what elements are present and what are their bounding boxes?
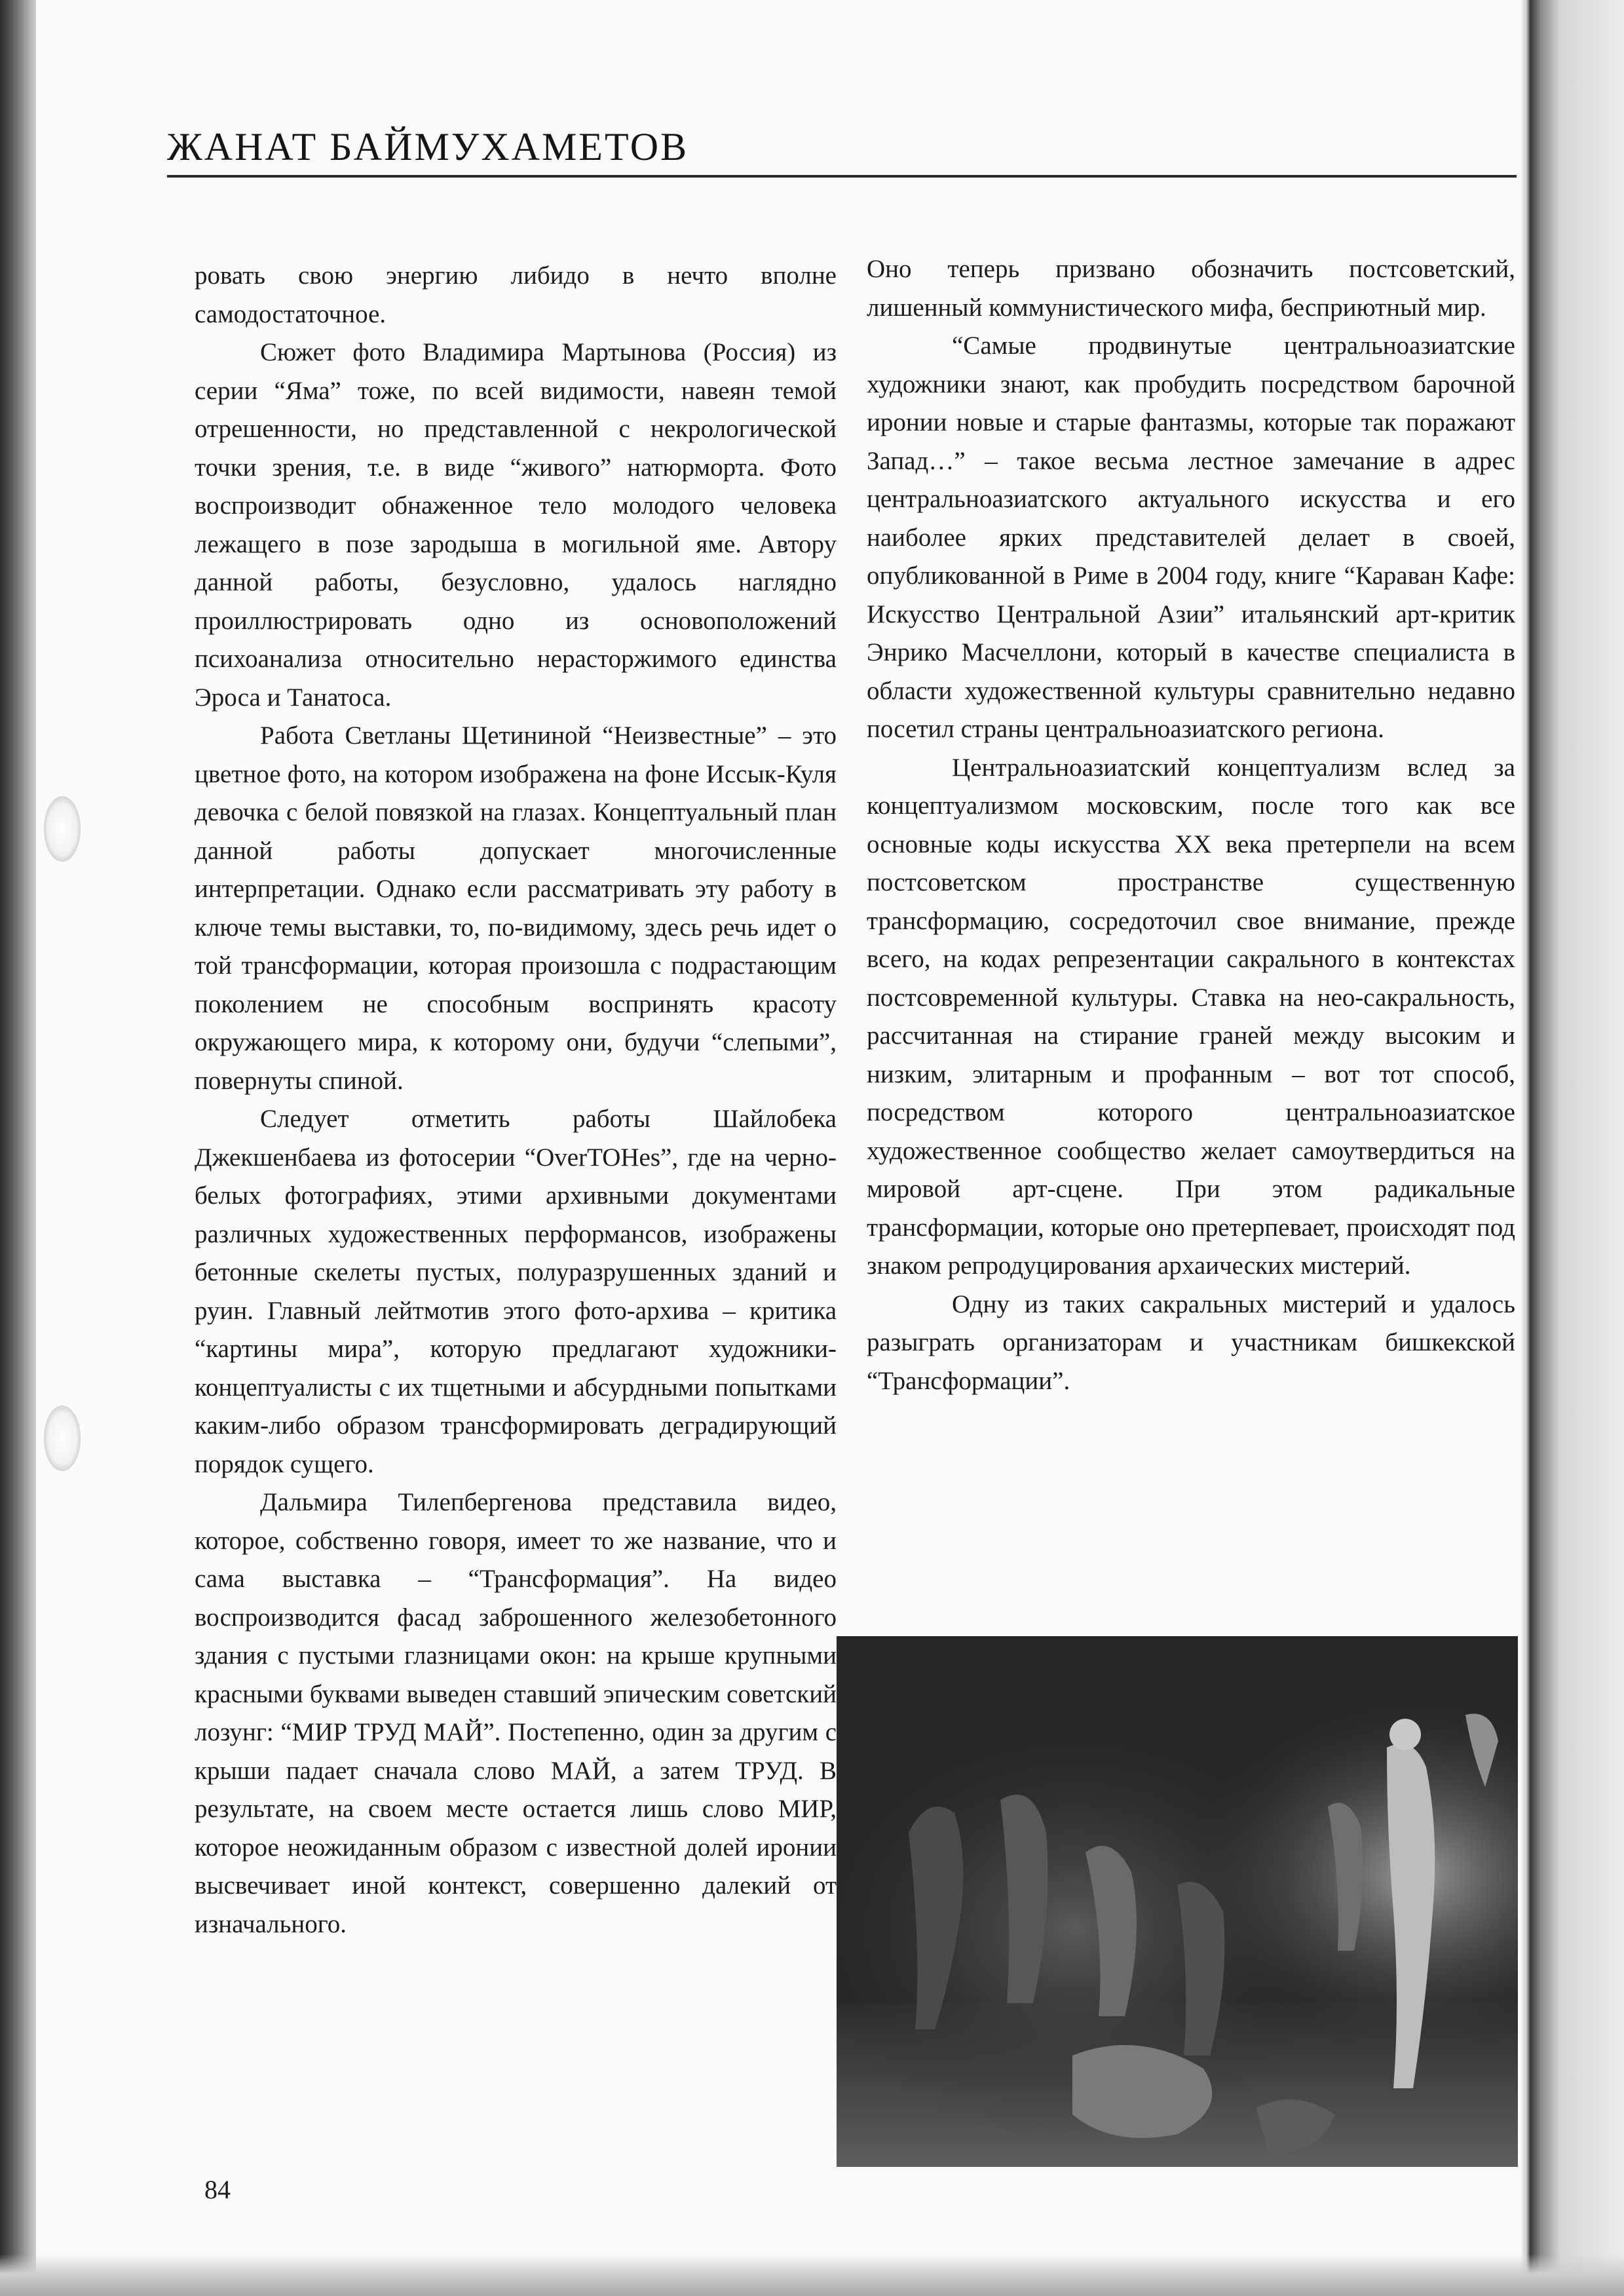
punch-hole	[44, 796, 81, 862]
scan-shadow-right	[1521, 0, 1624, 2296]
paragraph: Одну из таких сакральных мистерий и удалось разыграть организаторам и участникам бишкекской “Трансформации”.	[867, 1290, 1515, 1395]
paragraph: Центральноазиатский концептуализм вслед за концептуализмом московским, после того как все основные коды искусства XX века претерпели на всем постсоветском пространстве существенную трансформацию, сосредоточил свое внимание, прежде всего, на кодах репрезентации сакрального в контекстах постсовременной культуры. Ставка на нео-сакральность, рассчитанная на стирание граней между высоким и низким, элитарным и профанным – вот тот способ, посредством которого центральноазиатское художественное сообщество желает самоутвердиться на мировой арт-сцене. При этом радикальные трансформации, которые оно претерпевает, происходят под знаком репродуцирования архаических мистерий.	[867, 753, 1515, 1280]
punch-hole	[44, 1406, 81, 1471]
paragraph: Сюжет фото Владимира Мартынова (Россия) из серии “Яма” тоже, по всей видимости, навеян темой отрешенности, но представленной с некрологической точки зрения, т.е. в виде “живого” натюрморта. Фото воспроизводит обнаженное тело молодого человека лежащего в позе зародыша в могильной яме. Автору данной работы, безусловно, удалось наглядно проиллюстрировать одно из основоположений психоанализа относительно нерасторжимого единства Эроса и Танатоса.	[195, 338, 837, 712]
magazine-page	[36, 0, 1526, 2274]
running-head	[167, 124, 1517, 178]
paragraph: Оно теперь призвано обозначить постсоветский, лишенный коммунистического мифа, бесприютный мир.	[867, 255, 1515, 322]
page-number: 84	[204, 2175, 231, 2204]
running-head-title: ЖАНАТ БАЙМУХАМЕТОВ	[167, 125, 689, 168]
paragraph: Следует отметить работы Шайлобека Джекшенбаева из фотосерии “OverTOHes”, где на черно-белых фотографиях, этими архивными документами различных художественных перформансов, изображены бетонные скелеты пустых, полуразрушенных зданий и руин. Главный лейтмотив этого фото-архива – критика “картины мира”, которую предлагают художники-концептуалисты с их тщетными и абсурдными попытками каким-либо образом трансформировать деградирующий порядок сущего.	[195, 1105, 837, 1478]
scan-shadow-left	[0, 0, 39, 2296]
paragraph: ровать свою энергию либидо в нечто вполне самодостаточное.	[195, 261, 837, 328]
right-column	[867, 250, 1515, 1400]
performance-photo	[837, 1636, 1518, 2167]
scan-shadow-bottom	[0, 2254, 1624, 2296]
paragraph: Дальмира Тилепбергенова представила видео, которое, собственно говоря, имеет то же название, что и сама выставка – “Трансформация”. На видео воспроизводится фасад заброшенного железобетонного здания с пустыми глазницами окон: на крыше крупными красными буквами выведен ставший эпическим советский лозунг: “МИР ТРУД МАЙ”. Постепенно, один за другим с крыши падает сначала слово МАЙ, а затем ТРУД. В результате, на своем месте остается лишь слово МИР, которое неожиданным образом с известной долей иронии высвечивает иной контекст, совершенно далекий от изначального.	[195, 1488, 837, 1938]
left-column	[195, 257, 837, 1943]
paragraph: “Самые продвинутые центральноазиатские художники знают, как пробудить посредством барочной иронии новые и старые фантазмы, которые так поражают Запад…” – такое весьма лестное замечание в адрес центральноазиатского актуального искусства и его наиболее ярких представителей делает в своей, опубликованной в Риме в 2004 году, книге “Караван Кафе: Искусство Центральной Азии” итальянский арт-критик Энрико Масчеллони, который в качестве специалиста в области художественной культуры сравнительно недавно посетил страны центральноазиатского региона.	[867, 332, 1515, 743]
paragraph: Работа Светланы Щетининой “Неизвестные” – это цветное фото, на котором изображена на фоне Иссык-Куля девочка с белой повязкой на глазах. Концептуальный план данной работы допускает многочисленные интерпретации. Однако если рассматривать эту работу в ключе темы выставки, то, по-видимому, здесь речь идет о той трансформации, которая произошла с подрастающим поколением не способным воспринять красоту окружающего мира, к которому они, будучи “слепыми”, повернуты спиной.	[195, 721, 837, 1095]
